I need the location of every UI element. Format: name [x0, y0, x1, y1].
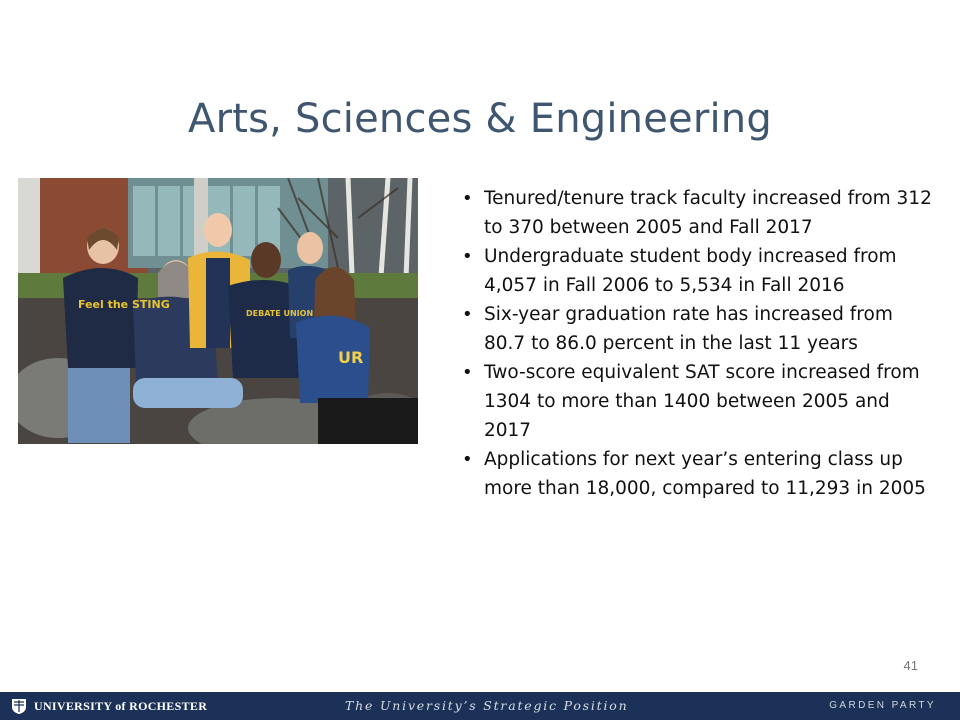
page-number: 41 [903, 658, 918, 673]
bullet-text: Two-score equivalent SAT score increased from 1304 to more than 1400 between 2005 and 2017 [484, 362, 920, 441]
bullet-marker: • [462, 362, 473, 383]
footer-tagline: The University’s Strategic Position [345, 698, 629, 713]
bullet-marker: • [462, 304, 473, 325]
bullet-marker: • [462, 188, 473, 209]
bullet-item-undergraduate [460, 242, 932, 300]
center-shirt-text: DEBATE UNION [246, 309, 314, 318]
university-seal-icon [10, 697, 28, 715]
university-name: UNIVERSITY of ROCHESTER [34, 698, 208, 713]
bullet-marker: • [462, 449, 473, 470]
left-shirt-text: Feel the STING [78, 298, 170, 311]
bullet-item-applications [460, 445, 932, 503]
bullet-text: Six-year graduation rate has increased from 80.7 to 86.0 percent in the last 11 years [484, 304, 893, 354]
bullet-list [460, 184, 932, 503]
bullet-text: Undergraduate student body increased from 4,057 in Fall 2006 to 5,534 in Fall 2016 [484, 246, 897, 296]
bullet-text: Applications for next year’s entering class up more than 18,000, compared to 11,293 in 2005 [484, 449, 926, 499]
bullet-text: Tenured/tenure track faculty increased from 312 to 370 between 2005 and Fall 2017 [484, 188, 932, 238]
university-logo [10, 696, 207, 716]
bullet-marker: • [462, 246, 473, 267]
group-photo [18, 178, 418, 444]
bullet-item-graduation-rate [460, 300, 932, 358]
right-shirt-text: UR [338, 348, 364, 367]
photo-illustration [18, 178, 418, 444]
bullet-item-sat-score [460, 358, 932, 445]
slide-title: Arts, Sciences & Engineering [188, 96, 772, 142]
footer-bar [0, 692, 960, 720]
bullet-item-faculty [460, 184, 932, 242]
footer-event: GARDEN PARTY [829, 700, 936, 711]
